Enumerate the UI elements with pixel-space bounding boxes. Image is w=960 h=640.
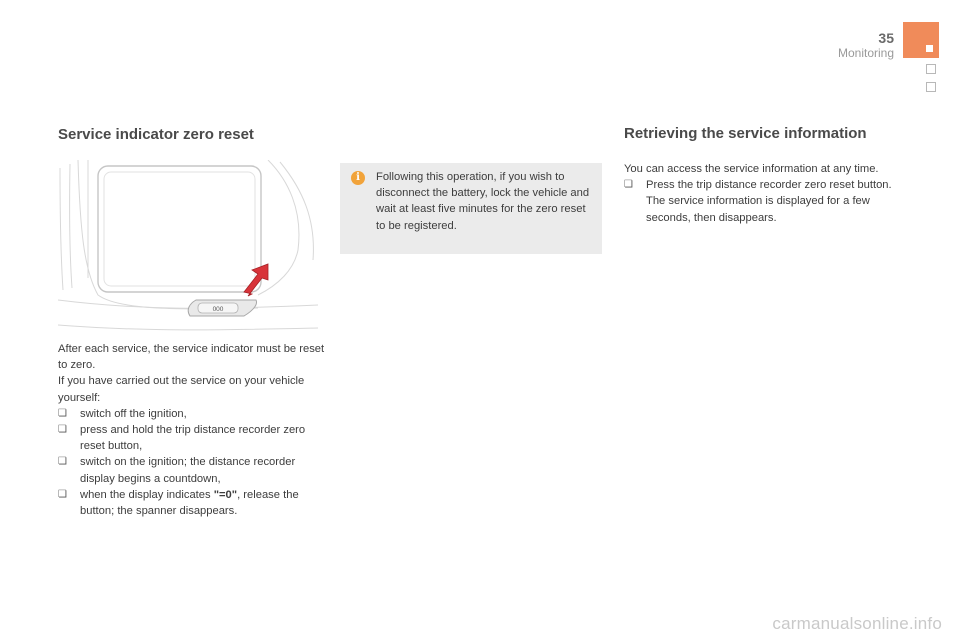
bullet-icon: ❏ xyxy=(58,424,67,436)
reset-button-housing xyxy=(188,300,256,316)
section-tab-empty xyxy=(926,82,936,92)
step-note: The service information is displayed for a few seconds, then disappears. xyxy=(646,195,870,224)
zero-reset-instructions xyxy=(58,341,326,519)
display-code: "=0" xyxy=(213,488,238,501)
reset-button-label: 000 xyxy=(212,306,224,313)
info-note xyxy=(340,163,602,254)
watermark: carmanualsonline.info xyxy=(772,614,942,633)
step-text: when the display indicates xyxy=(80,488,214,501)
step-text: switch off the ignition, xyxy=(80,407,187,420)
step-text: switch on the ignition; the distance recorder display begins a countdown, xyxy=(80,456,296,485)
intro-text: If you have carried out the service on your vehicle yourself: xyxy=(58,375,305,404)
list-item xyxy=(58,487,326,519)
info-note-text: Following this operation, if you wish to disconnect the battery, lock the vehicle and wait at least five minutes for the zero reset to be registered. xyxy=(376,171,590,232)
intro-text: You can access the service information at any time. xyxy=(624,163,879,175)
step-text: Press the trip distance recorder zero reset button. xyxy=(646,179,892,192)
retrieving-instructions xyxy=(624,161,892,226)
list-item xyxy=(624,177,892,193)
bullet-icon: ❏ xyxy=(58,407,67,419)
info-icon: i xyxy=(351,171,365,185)
list-item xyxy=(58,454,326,486)
section-tab-empty xyxy=(926,64,936,74)
section-title-zero-reset: Service indicator zero reset xyxy=(58,126,254,143)
tab-dot xyxy=(926,45,933,52)
bullet-icon: ❏ xyxy=(624,179,633,191)
list-item xyxy=(58,422,326,454)
section-name: Monitoring xyxy=(837,46,894,60)
step-text: , release the button; the spanner disappears. xyxy=(80,488,299,518)
step-text: press and hold the trip distance recorder zero reset button, xyxy=(80,424,306,453)
page-number: 35 xyxy=(878,30,894,46)
bullet-icon: ❏ xyxy=(58,456,67,468)
display-screen xyxy=(98,166,261,292)
bullet-icon: ❏ xyxy=(58,488,67,500)
section-title-retrieving: Retrieving the service information xyxy=(624,125,867,142)
section-tab xyxy=(903,22,939,58)
intro-text: After each service, the service indicator must be reset to zero. xyxy=(58,343,325,372)
list-item xyxy=(58,406,326,422)
dashboard-illustration xyxy=(58,160,318,337)
